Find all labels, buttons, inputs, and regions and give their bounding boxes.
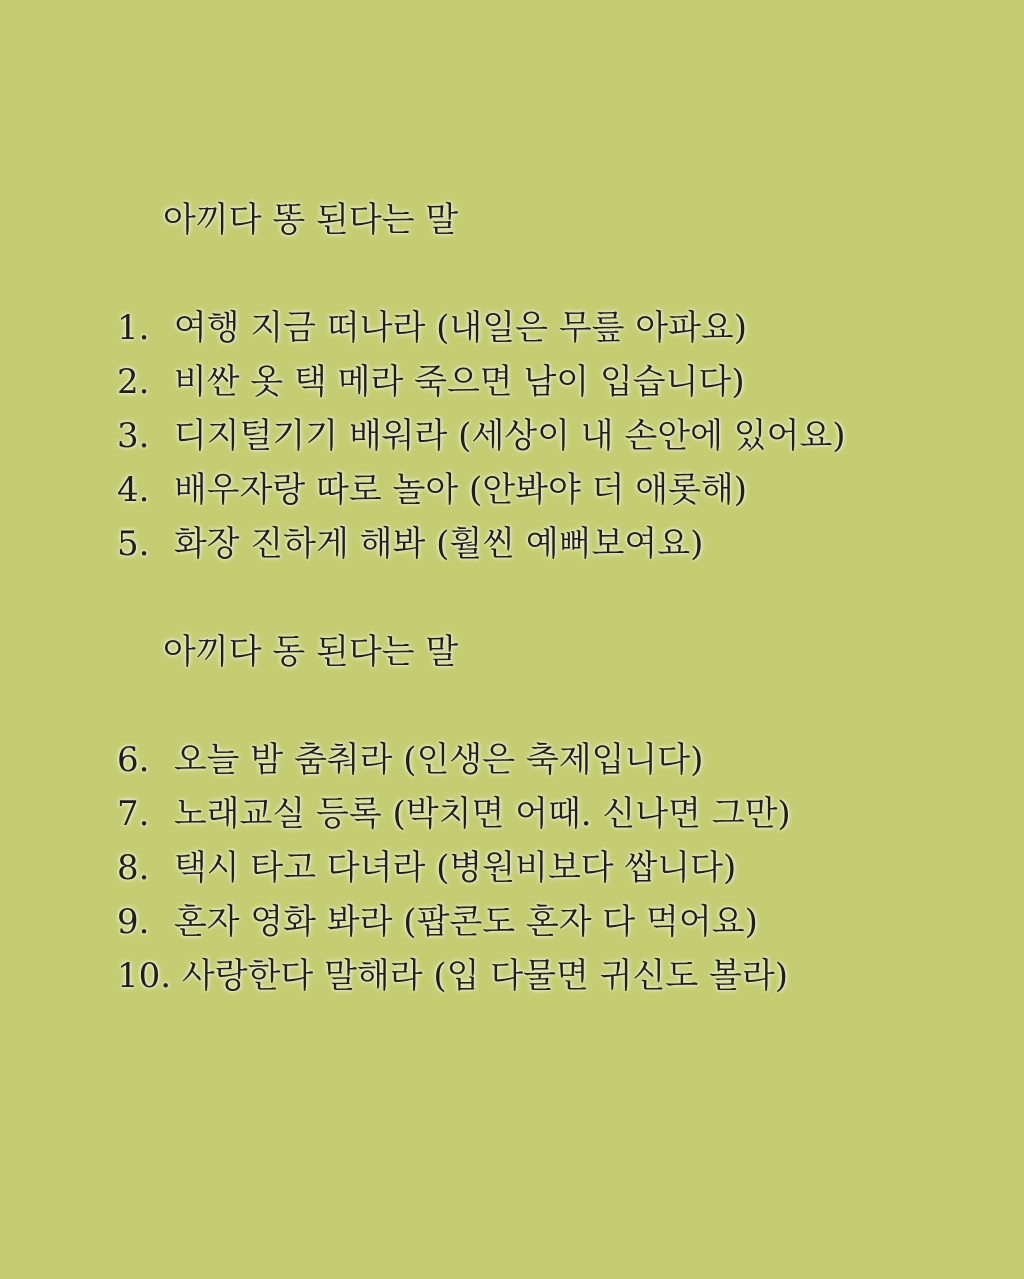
item-text: 택시 타고 다녀라 (병원비보다 쌉니다) — [173, 848, 737, 888]
list-item: 7. 노래교실 등록 (박치면 어때. 신나면 그만) — [117, 794, 791, 834]
spacer — [163, 679, 1003, 733]
list-item — [117, 949, 1003, 1003]
item-text: 화장 진하게 해봐 (훨씬 예뻐보여요) — [173, 524, 704, 564]
section-title-2: 아끼다 동 된다는 말 — [163, 632, 459, 672]
spacer — [163, 571, 1003, 625]
item-text: 비싼 옷 택 메라 죽으면 남이 입습니다) — [173, 362, 745, 402]
item-text: 노래교실 등록 (박치면 어때. 신나면 그만) — [173, 794, 791, 834]
list-item: 9. 혼자 영화 봐라 (팝콘도 혼자 다 먹어요) — [117, 902, 758, 942]
list-item: 6. 오늘 밤 춤춰라 (인생은 축제입니다) — [117, 740, 704, 780]
item-text: 사랑한다 말해라 (입 다물면 귀신도 볼라) — [181, 956, 788, 996]
section-title-1: 아끼다 똥 된다는 말 — [163, 200, 459, 240]
list-item: 2. 비싼 옷 택 메라 죽으면 남이 입습니다) — [117, 362, 745, 402]
item-number: 10. — [117, 956, 172, 996]
list-section-2 — [117, 733, 1003, 1003]
list-item: 3. 디지털기기 배워라 (세상이 내 손안에 있어요) — [117, 416, 846, 456]
list-item: 4. 배우자랑 따로 놀아 (안봐야 더 애롯해) — [117, 470, 748, 510]
list-section-1 — [117, 301, 1003, 571]
list-item: 1. 여행 지금 떠나라 (내일은 무릎 아파요) — [117, 308, 748, 348]
item-text: 여행 지금 떠나라 (내일은 무릎 아파요) — [173, 308, 748, 348]
list-item: 8. 택시 타고 다녀라 (병원비보다 쌉니다) — [117, 848, 737, 888]
item-text: 디지털기기 배워라 (세상이 내 손안에 있어요) — [173, 416, 846, 456]
document-body — [117, 193, 1003, 1003]
item-text: 오늘 밤 춤춰라 (인생은 축제입니다) — [173, 740, 704, 780]
spacer — [163, 247, 1003, 301]
list-item: 5. 화장 진하게 해봐 (훨씬 예뻐보여요) — [117, 524, 704, 564]
item-text: 배우자랑 따로 놀아 (안봐야 더 애롯해) — [173, 470, 748, 510]
item-text: 혼자 영화 봐라 (팝콘도 혼자 다 먹어요) — [173, 902, 758, 942]
